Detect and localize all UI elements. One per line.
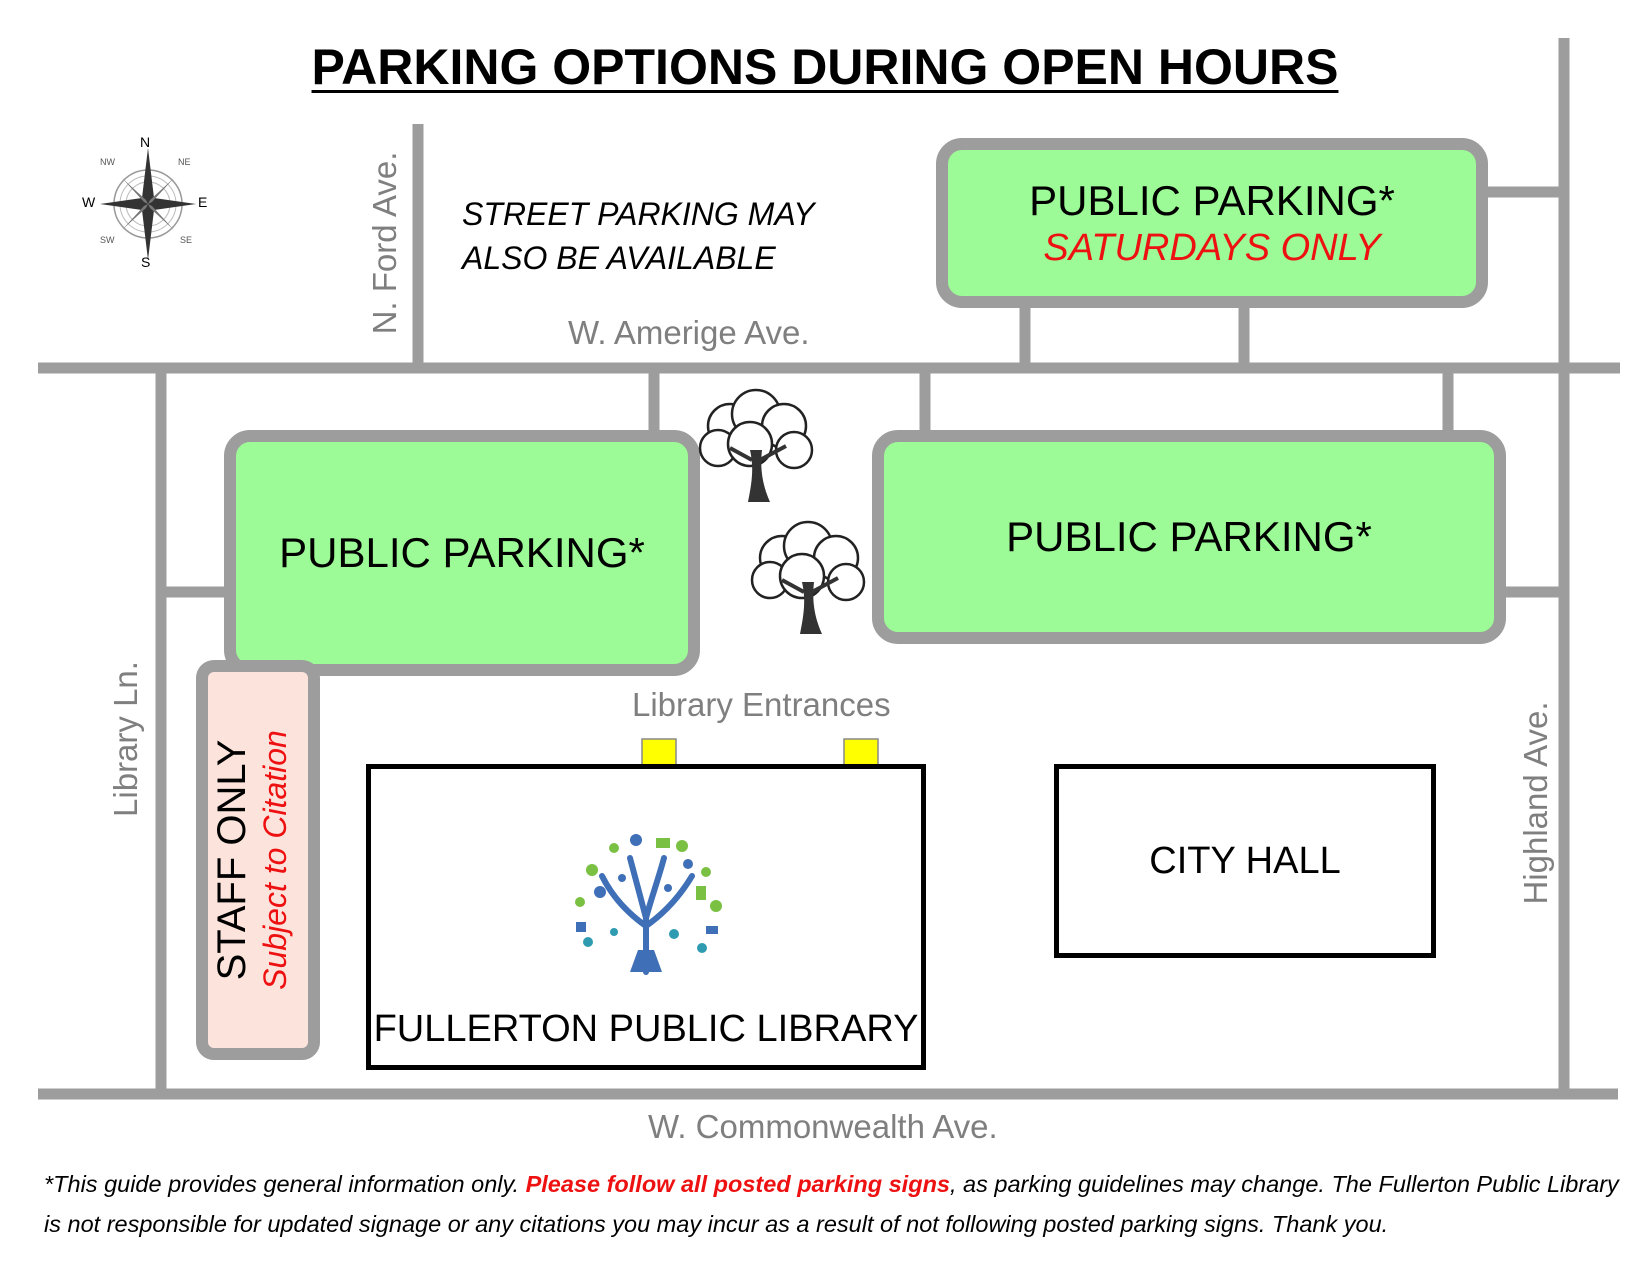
tree-icon (742, 518, 878, 636)
compass-sw: SW (100, 235, 115, 245)
street-label-library-ln: Library Ln. (107, 661, 144, 817)
east-public-parking-lot: PUBLIC PARKING* (872, 430, 1506, 644)
staff-only-label: STAFF ONLY Subject to Citation (210, 730, 293, 990)
compass-ne: NE (178, 157, 191, 167)
street-label-amerige: W. Amerige Ave. (568, 314, 810, 351)
library-tree-logo-icon (556, 826, 736, 978)
street-parking-note: STREET PARKING MAY ALSO BE AVAILABLE (462, 196, 815, 276)
city-hall-label: CITY HALL (1149, 839, 1341, 882)
tree-icon (690, 386, 826, 504)
footer-highlight: Please follow all posted parking signs (525, 1171, 950, 1197)
street-label-highland: Highland Ave. (1517, 701, 1554, 905)
north-public-parking-lot: PUBLIC PARKING* SATURDAYS ONLY (936, 138, 1488, 308)
library-entrances-label: Library Entrances (632, 686, 891, 723)
west-public-parking-lot: PUBLIC PARKING* (224, 430, 700, 676)
footer-disclaimer: *This guide provides general information only. Please follow all posted parking signs, as parking guidelines may change. The Fullerton Public Library is not responsible for updated signage or any citations you may incur as a result of not following posted parking signs. Thank you. (44, 1171, 1619, 1237)
compass-e: E (198, 194, 208, 210)
street-label-n-ford: N. Ford Ave. (366, 151, 403, 335)
compass-n: N (140, 134, 151, 150)
compass-w: W (82, 194, 96, 210)
street-label-commonwealth: W. Commonwealth Ave. (648, 1108, 998, 1145)
compass-s: S (141, 254, 151, 270)
page-title: PARKING OPTIONS DURING OPEN HOURS (311, 39, 1339, 95)
library-label: FULLERTON PUBLIC LIBRARY (373, 1008, 919, 1050)
compass-nw: NW (100, 157, 115, 167)
compass-se: SE (180, 235, 193, 245)
city-hall-building (1054, 764, 1436, 958)
